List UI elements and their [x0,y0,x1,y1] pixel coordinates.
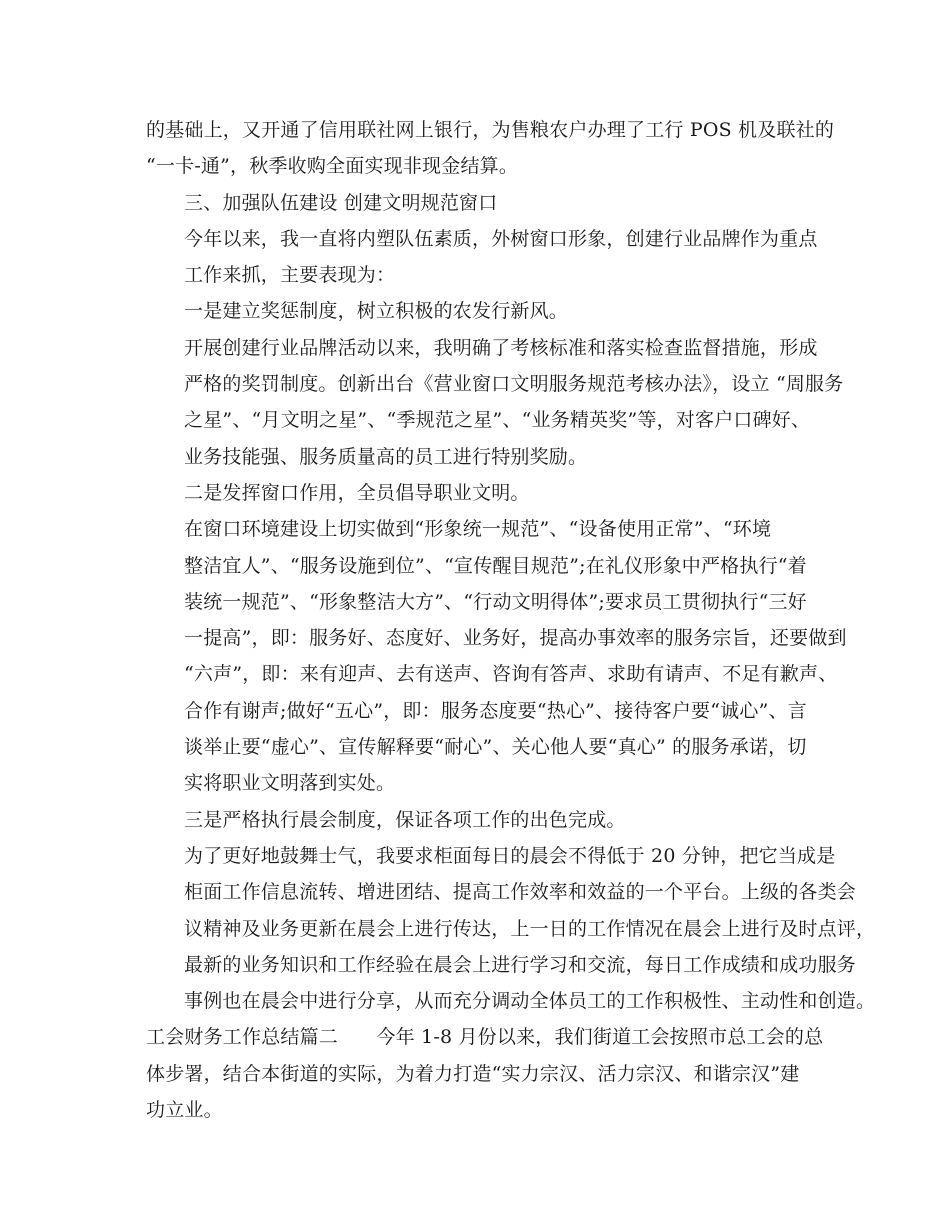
text-line: “六声”，即：来有迎声、去有送声、咨询有答声、求助有请声、不足有歉声、 [184,663,838,686]
text-line: 今年以来，我一直将内塑队伍素质，外树窗口形象，创建行业品牌作为重点 [184,227,818,250]
text-line: 实将职业文明落到实处。 [184,772,396,795]
paragraph [146,511,847,801]
text-line: 事例也在晨会中进行分享，从而充分调动全体员工的工作积极性、主动性和创造。 [184,990,876,1013]
text-line: 装统一规范”、“形象整洁大方”、“行动文明得体”;要求员工贯彻执行“三好 [184,590,807,613]
paragraph [146,330,844,475]
text-line: 一是建立奖惩制度，树立积极的农发行新风。 [184,300,569,323]
text-line: 谈举止要“虚心”、宣传解释要“耐心”、关心他人要“真心” 的服务承诺，切 [184,736,807,759]
paragraph [146,293,806,329]
text-line: 体步署，结合本街道的实际，为着力打造“实力宗汉、活力宗汉、和谐宗汉”建 [146,1062,800,1085]
document-body [146,112,876,1128]
text-line: 开展创建行业品牌活动以来，我明确了考核标准和落实检查监督措施，形成 [184,336,818,359]
text-line: 三是严格执行晨会制度，保证各项工作的出色完成。 [184,808,626,831]
text-line: 功立业。 [146,1099,223,1122]
paragraph [146,838,876,1019]
text-line: 的基础上，又开通了信用联社网上银行，为售粮农户办理了工行 POS 机及联社的 [146,119,835,141]
paragraph [146,221,818,294]
text-line: 在窗口环境建设上切实做到“形象统一规范”、“设备使用正常”、“环境 [184,518,772,541]
text-line: 议精神及业务更新在晨会上进行传达，上一日的工作情况在晨会上进行及时点评， [184,917,876,940]
text-line: “一卡-通”，秋季收购全面实现非现金结算。 [146,155,519,178]
paragraph [146,802,806,838]
text-line: 最新的业务知识和工作经验在晨会上进行学习和交流，每日工作成绩和成功服务 [184,953,857,976]
text-line: 合作有谢声;做好“五心”，即：服务态度要“热心”、接待客户要“诚心”、言 [184,699,807,722]
text-line: 三、加强队伍建设 创建文明规范窗口 [184,191,498,214]
paragraph [146,185,806,221]
text-line: 工会财务工作总结篇二 今年 1-8 月份以来，我们街道工会按照市总工会的总 [146,1026,824,1049]
text-line: 一提高”，即：服务好、态度好、业务好，提高办事效率的服务宗旨，还要做到 [184,627,847,650]
text-line: 柜面工作信息流转、增进团结、提高工作效率和效益的一个平台。上级的各类会 [184,881,857,904]
text-line: 工作来抓，主要表现为： [184,264,396,287]
paragraph [146,112,835,185]
paragraph [146,1019,824,1128]
text-line: 严格的奖罚制度。创新出台《营业窗口文明服务规范考核办法》，设立 “周服务 [184,373,844,396]
text-line: 二是发挥窗口作用，全员倡导职业文明。 [184,481,530,504]
text-line: 之星”、“月文明之星”、“季规范之星”、“业务精英奖”等，对客户口碑好、 [184,409,811,432]
paragraph [146,475,806,511]
text-line: 业务技能强、服务质量高的员工进行特别奖励。 [184,445,588,468]
text-line: 为了更好地鼓舞士气，我要求柜面每日的晨会不得低于 20 分钟，把它当成是 [184,844,836,867]
text-line: 整洁宜人”、“服务设施到位”、“宣传醒目规范”;在礼仪形象中严格执行“着 [184,554,807,577]
